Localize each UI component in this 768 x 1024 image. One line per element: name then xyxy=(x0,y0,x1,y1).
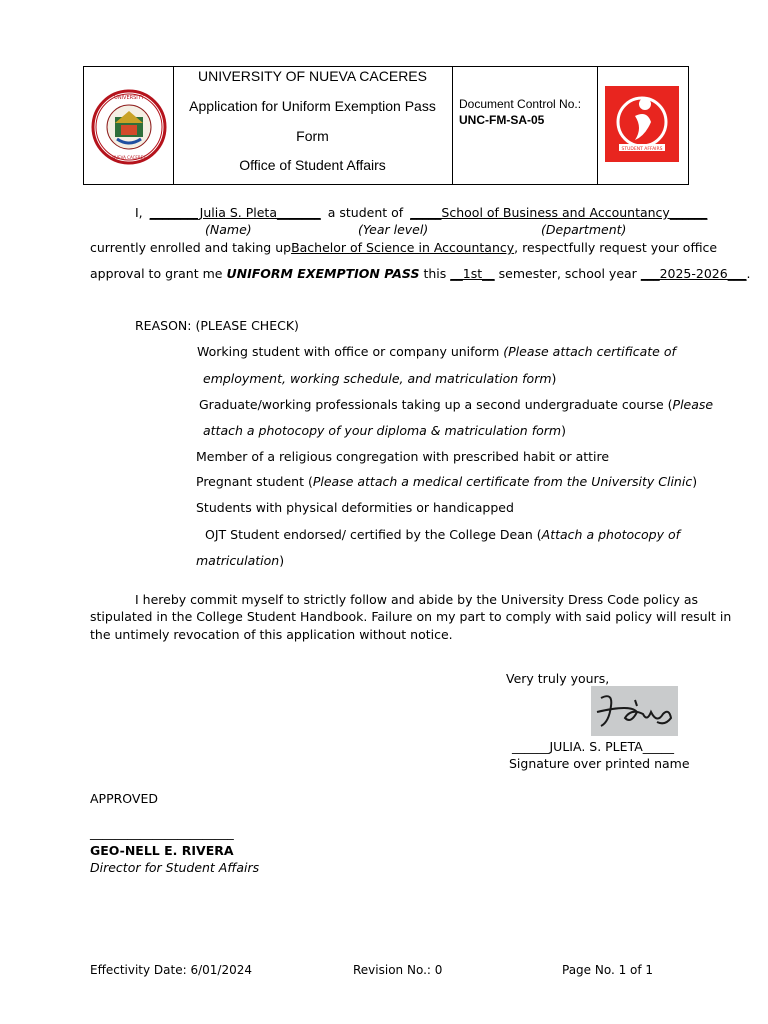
year-level-label: (Year level) xyxy=(358,222,429,237)
commitment-line: stipulated in the College Student Handbook. Failure on my part to comply with said policy will result in xyxy=(90,609,732,624)
reason-item-cont: employment, working schedule, and matriculation form) xyxy=(203,371,557,386)
intro-line xyxy=(135,205,707,220)
student-affairs-logo-icon xyxy=(605,86,679,166)
form-title-cont: Form xyxy=(296,128,329,144)
approval-signature-line: _______________________ xyxy=(90,825,234,840)
form-title: Application for Uniform Exemption Pass xyxy=(189,98,436,114)
program-value: Bachelor of Science in Accountancy xyxy=(291,240,515,255)
program-line xyxy=(90,240,718,255)
commitment-line: the untimely revocation of this application without notice. xyxy=(90,627,453,642)
semester-text: semester, school year xyxy=(498,266,637,281)
semester-value: __1st__ xyxy=(450,266,495,281)
student-of-text: a student of xyxy=(327,205,404,220)
approved-label: APPROVED xyxy=(90,791,159,806)
effectivity-date: Effectivity Date: 6/01/2024 xyxy=(90,963,252,977)
period: . xyxy=(746,266,751,281)
reason-item-cont: matriculation) xyxy=(196,553,285,568)
reason-item: OJT Student endorsed/ certified by the College Dean (Attach a photocopy of xyxy=(205,527,681,542)
program-line-start: currently enrolled and taking up xyxy=(90,240,292,255)
reason-item: Graduate/working professionals taking up a second undergraduate course (Please xyxy=(199,397,714,412)
signature-icon xyxy=(591,686,678,736)
program-line-end: , respectfully request your office xyxy=(514,240,718,255)
reason-item: Member of a religious congregation with prescribed habit or attire xyxy=(196,449,610,464)
svg-text:NUEVA CACERES: NUEVA CACERES xyxy=(112,155,146,160)
doc-control-number: UNC-FM-SA-05 xyxy=(459,113,545,127)
office-name: Office of Student Affairs xyxy=(239,157,386,173)
signature-image xyxy=(591,686,678,736)
reason-item-cont: attach a photocopy of your diploma & matriculation form) xyxy=(203,423,566,438)
header-table xyxy=(83,66,689,185)
department-value: _____School of Business and Accountancy______ xyxy=(410,205,708,220)
university-name: UNIVERSITY OF NUEVA CACERES xyxy=(198,68,427,84)
doc-control-label: Document Control No.: xyxy=(459,97,582,111)
pass-name: UNIFORM EXEMPTION PASS xyxy=(226,266,420,281)
request-line-start: approval to grant me xyxy=(90,266,223,281)
page-number: Page No. 1 of 1 xyxy=(562,963,654,977)
svg-text:UNIVERSITY: UNIVERSITY xyxy=(114,95,144,101)
name-value: ________Julia S. Pleta_______ xyxy=(149,205,321,220)
reason-item: Pregnant student (Please attach a medical certificate from the University Clinic) xyxy=(196,474,698,489)
signature-caption: Signature over printed name xyxy=(509,756,690,771)
reason-item: Students with physical deformities or handicapped xyxy=(196,500,514,515)
intro-i: I, xyxy=(135,205,143,220)
request-line xyxy=(90,266,750,281)
approver-title: Director for Student Affairs xyxy=(90,860,260,875)
name-label: (Name) xyxy=(205,222,252,237)
university-seal-icon xyxy=(91,89,167,169)
this-text: this xyxy=(423,266,447,281)
signer-name: ______JULIA. S. PLETA_____ xyxy=(512,739,675,754)
header-divider xyxy=(452,67,453,184)
svg-text:STUDENT AFFAIRS: STUDENT AFFAIRS xyxy=(621,147,663,152)
approver-name: GEO-NELL E. RIVERA xyxy=(90,843,234,858)
department-label: (Department) xyxy=(541,222,627,237)
valediction: Very truly yours, xyxy=(506,671,610,686)
reason-label: REASON: (PLEASE CHECK) xyxy=(135,318,299,333)
reason-item: Working student with office or company uniform (Please attach certificate of xyxy=(197,344,676,359)
school-year-value: ___2025-2026___ xyxy=(640,266,747,281)
commitment-line: I hereby commit myself to strictly follow and abide by the University Dress Code policy as xyxy=(135,592,699,607)
revision-number: Revision No.: 0 xyxy=(353,963,443,977)
header-divider xyxy=(597,67,598,184)
